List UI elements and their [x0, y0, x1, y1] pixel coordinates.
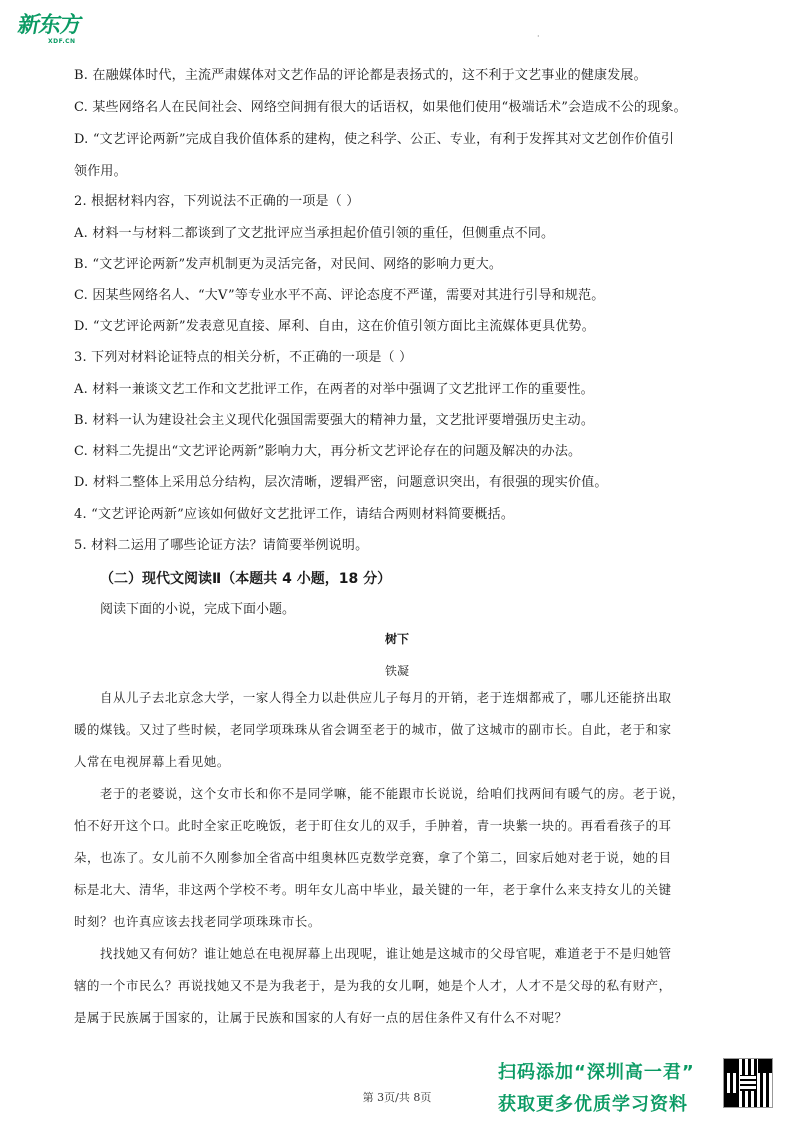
logo-subtext: XDF.CN — [48, 38, 76, 45]
story-line: 是属于民族属于国家的，让属于民族和国家的人有好一点的居住条件又有什么不对呢？ — [74, 1010, 568, 1025]
q1-option-d-cont: 领作用。 — [74, 164, 127, 179]
story-line: 朵，也冻了。女儿前不久刚参加全省高中组奥林匹克数学竞赛，拿了个第二，回家后她对老于说，她的目 — [74, 850, 672, 865]
story-line: 标是北大、清华，非这两个学校不考。明年女儿高中毕业，最关键的一年，老于拿什么来支持女儿的关键 — [74, 882, 672, 897]
q2-option-c: C. 因某些网络名人、“大V”等专业水平不高、评论态度不严谨，需要对其进行引导和规范。 — [74, 288, 605, 303]
story-line: 暖的煤钱。又过了些时候，老同学项珠珠从省会调至老于的城市，做了这城市的副市长。自此，老于和家 — [74, 722, 672, 737]
story-line: 辖的一个市民么？再说找她又不是为我老于，是为我的女儿啊，她是个人才，人才不是父母的私有财产， — [74, 978, 672, 993]
q4-stem: 4. “文艺评论两新”应该如何做好文艺批评工作，请结合两则材料简要概括。 — [74, 507, 515, 522]
story-title: 树下 — [384, 632, 409, 646]
story-line: 找找她又有何妨？谁让她总在电视屏幕上出现呢，谁让她是这城市的父母官呢，难道老于不是归她管 — [100, 946, 672, 961]
q1-option-c: C. 某些网络名人在民间社会、网络空间拥有很大的话语权，如果他们使用“极端话术”会造成不公的现象。 — [74, 100, 687, 115]
story-line: 自从儿子去北京念大学，一家人得全力以赴供应儿子每月的开销，老于连烟都戒了，哪儿还能挤出取 — [100, 690, 672, 705]
section-intro: 阅读下面的小说，完成下面小题。 — [100, 602, 296, 617]
section-heading: （二）现代文阅读Ⅱ（本题共 4 小题，18 分） — [100, 571, 392, 587]
top-mark: · — [537, 32, 540, 41]
page-number: 第 3页/共 8页 — [362, 1091, 432, 1104]
q1-option-b: B. 在融媒体时代，主流严肃媒体对文艺作品的评论都是表扬式的，这不利于文艺事业的健康发展。 — [74, 68, 647, 83]
q2-option-d: D. “文艺评论两新”发表意见直接、犀利、自由，这在价值引领方面比主流媒体更具优势。 — [74, 319, 595, 334]
q3-stem: 3. 下列对材料论证特点的相关分析，不正确的一项是（ ） — [74, 350, 413, 365]
q5-stem: 5. 材料二运用了哪些论证方法？请简要举例说明。 — [74, 538, 369, 553]
story-line: 老于的老婆说，这个女市长和你不是同学嘛，能不能跟市长说说，给咱们找两间有暖气的房。老于说， — [100, 786, 685, 801]
logo-text: 新东方 — [15, 13, 84, 38]
q3-option-d: D. 材料二整体上采用总分结构，层次清晰，逻辑严密，问题意识突出，有很强的现实价值。 — [74, 475, 608, 490]
q2-stem: 2. 根据材料内容，下列说法不正确的一项是（ ） — [74, 194, 360, 209]
q3-option-b: B. 材料一认为建设社会主义现代化强国需要强大的精神力量，文艺批评要增强历史主动。 — [74, 413, 595, 428]
story-line: 时刻？也许真应该去找老同学项珠珠市长。 — [74, 914, 321, 929]
q2-option-a: A. 材料一与材料二都谈到了文艺批评应当承担起价值引领的重任，但侧重点不同。 — [74, 226, 555, 241]
q3-option-c: C. 材料二先提出“文艺评论两新”影响力大，再分析文艺评论存在的问题及解决的办法。 — [74, 444, 582, 459]
story-line: 人常在电视屏幕上看见她。 — [74, 754, 230, 769]
q1-option-d: D. “文艺评论两新”完成自我价值体系的建构，使之科学、公正、专业，有利于发挥其对文艺创作价值引 — [74, 132, 675, 147]
qr-code-icon[interactable] — [723, 1058, 773, 1108]
q3-option-a: A. 材料一兼谈文艺工作和文艺批评工作，在两者的对举中强调了文艺批评工作的重要性。 — [74, 382, 594, 397]
story-author: 铁凝 — [384, 664, 409, 678]
story-line: 怕不好开这个口。此时全家正吃晚饭，老于盯住女儿的双手，手肿着，青一块紫一块的。再看看孩子的耳 — [74, 818, 672, 833]
q2-option-b: B. “文艺评论两新”发声机制更为灵活完备，对民间、网络的影响力更大。 — [74, 257, 503, 272]
promo-line-2: 获取更多优质学习资料 — [498, 1094, 688, 1115]
xdf-logo — [15, 13, 88, 48]
promo-line-1: 扫码添加“深圳高一君” — [498, 1062, 695, 1083]
